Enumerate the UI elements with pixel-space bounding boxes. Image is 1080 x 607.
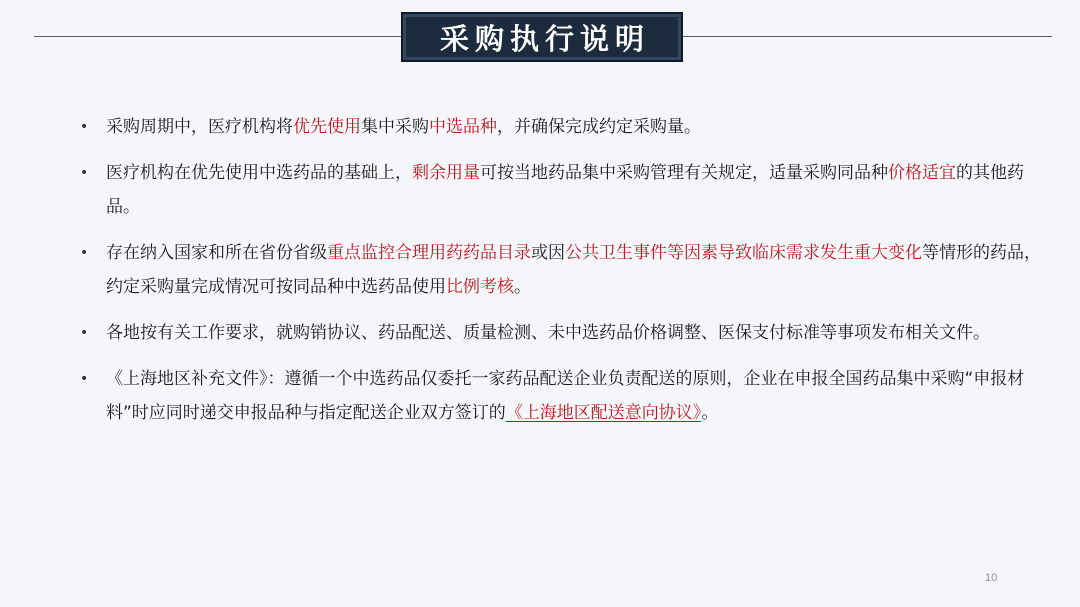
bullet-item (78, 362, 1044, 430)
highlighted-text: 比例考核 (446, 277, 514, 297)
bullet-list (78, 110, 1044, 442)
bullet-marker: • (80, 371, 89, 387)
bullet-text: 各地按有关工作要求，就购销协议、药品配送、质量检测、未中选药品价格调整、医保支付标准等事项发布相关文件。 (106, 323, 990, 343)
highlighted-text: 优先使用 (293, 117, 361, 137)
highlighted-text: 公共卫生事件等因素导致临床需求发生重大变化 (565, 243, 922, 263)
highlighted-text: 中选品种 (429, 117, 497, 137)
bullet-item (78, 316, 1044, 350)
slide-title: 采购执行说明 (439, 21, 650, 56)
bullet-text: 。 (514, 277, 531, 297)
bullet-text: 或因 (531, 243, 565, 263)
bullet-marker: • (80, 119, 89, 135)
bullet-item (78, 156, 1044, 224)
highlighted-text[interactable]: 《上海地区配送意向协议》 (505, 403, 702, 423)
page-number: 10 (985, 572, 998, 584)
bullet-text: 医疗机构在优先使用中选药品的基础上， (106, 163, 412, 183)
bullet-marker: • (80, 245, 89, 261)
highlighted-text: 重点监控合理用药药品目录 (327, 243, 531, 263)
bullet-item (78, 110, 1044, 144)
bullet-text: 的其他药品。 (106, 163, 1024, 217)
bullet-text: 等情形的药品，约定采购量完成情况可按同品种中选药品使用 (106, 243, 1041, 297)
highlighted-text: 剩余用量 (412, 163, 480, 183)
bullet-text: 存在纳入国家和所在省份省级 (106, 243, 327, 263)
bullet-marker: • (80, 165, 89, 181)
bullet-text: ，并确保完成约定采购量。 (497, 117, 701, 137)
bullet-text: 集中采购 (361, 117, 429, 137)
bullet-text: 。 (701, 403, 719, 423)
title-banner (401, 12, 683, 62)
bullet-text: 可按当地药品集中采购管理有关规定，适量采购同品种 (480, 163, 888, 183)
bullet-text: 《上海地区补充文件》：遵循一个中选药品仅委托一家药品配送企业负责配送的原则，企业在申报全国药品集中采购“申报材料”时应同时递交申报品种与指定配送企业双方签订的 (106, 369, 1025, 423)
bullet-marker: • (80, 325, 89, 341)
bullet-text: 采购周期中，医疗机构将 (106, 117, 293, 137)
bullet-item (78, 236, 1044, 304)
highlighted-text: 价格适宜 (888, 163, 956, 183)
